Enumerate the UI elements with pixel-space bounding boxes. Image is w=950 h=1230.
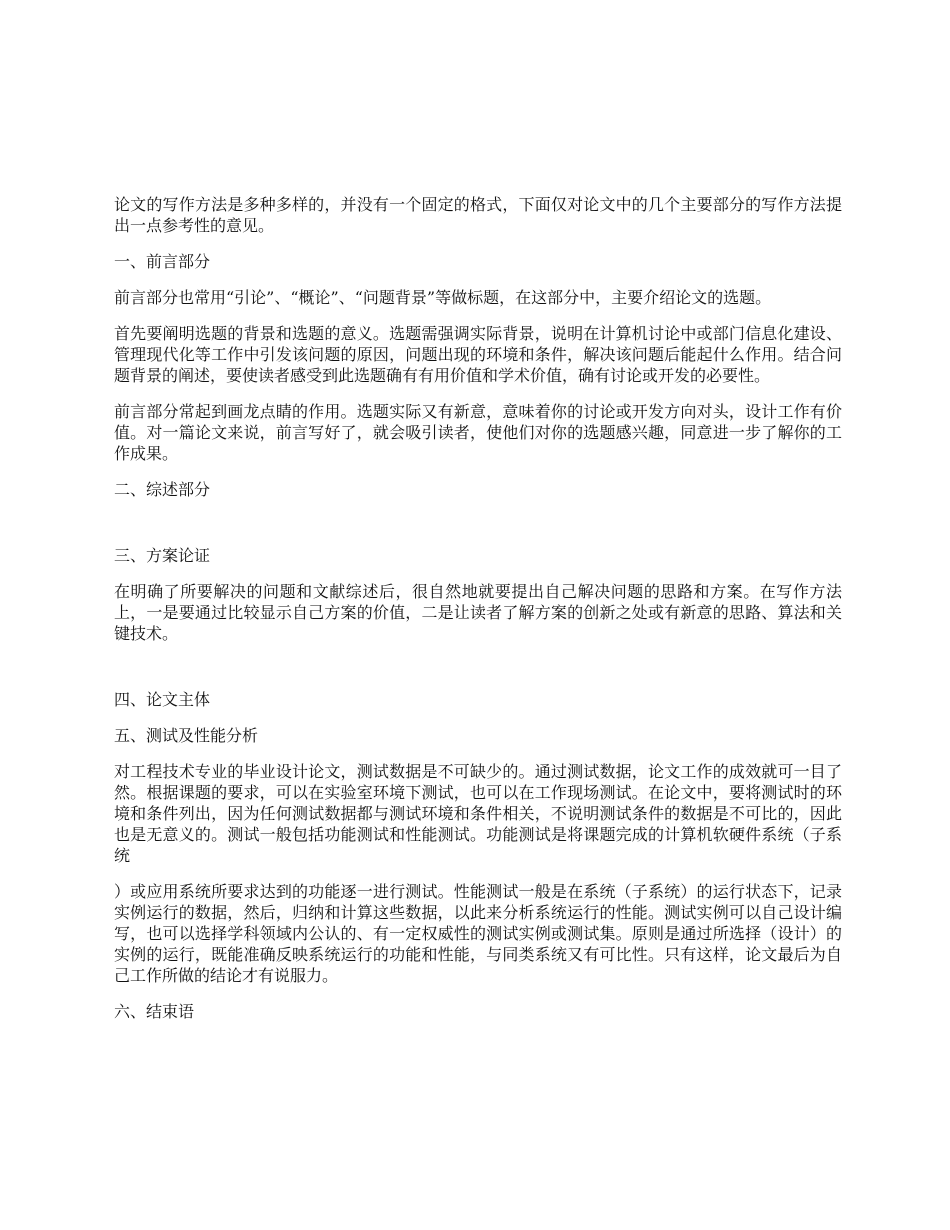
solution-paragraph: 在明确了所要解决的问题和文献综述后，很自然地就要提出自己解决问题的思路和方案。在写作方法上，一是要通过比较显示自己方案的价值，二是让读者了解方案的创新之处或有新意的思路、算法和关键技术。 [114,582,842,643]
document-page [114,194,842,1037]
preface-paragraph: 首先要阐明选题的背景和选题的意义。选题需强调实际背景，说明在计算机讨论中或部门信息化建设、管理现代化等工作中引发该问题的原因，问题出现的环境和条件，解决该问题后能起什么作用。结合问题背景的阐述，要使读者感受到此选题确有有用价值和学术价值，确有讨论或开发的必要性。 [114,324,842,385]
intro-paragraph: 论文的写作方法是多种多样的，并没有一个固定的格式，下面仅对论文中的几个主要部分的写作方法提出一点参考性的意见。 [114,195,842,235]
section-heading-solution: 三、方案论证 [114,546,211,565]
preface-paragraph: 前言部分也常用“引论”、“概论”、“问题背景”等做标题，在这部分中，主要介绍论文的选题。 [114,288,772,307]
section-heading-conclusion: 六、结束语 [114,1002,195,1021]
section-heading-main-body: 四、论文主体 [114,690,211,709]
testing-paragraph: ）或应用系统所要求达到的功能逐一进行测试。性能测试一般是在系统（子系统）的运行状态下，记录实例运行的数据，然后，归纳和计算这些数据，以此来分析系统运行的性能。测试实例可以自己设计编写，也可以选择学科领域内公认的、有一定权威性的测试实例或测试集。原则是通过所选择（设计）的实例的运行，既能准确反映系统运行的功能和性能，与同类系统又有可比性。只有这样，论文最后为自己工作所做的结论才有说服力。 [114,882,842,985]
blank-space [114,515,842,545]
preface-paragraph: 前言部分常起到画龙点睛的作用。选题实际又有新意，意味着你的讨论或开发方向对头，设计工作有价值。对一篇论文来说，前言写好了，就会吸引读者，使他们对你的选题感兴趣，同意进一步了解你的工作成果。 [114,402,842,463]
blank-space [114,659,842,689]
section-heading-review: 二、综述部分 [114,480,211,499]
section-heading-testing: 五、测试及性能分析 [114,726,259,745]
section-heading-preface: 一、前言部分 [114,252,211,271]
testing-paragraph: 对工程技术专业的毕业设计论文，测试数据是不可缺少的。通过测试数据，论文工作的成效就可一目了然。根据课题的要求，可以在实验室环境下测试，也可以在工作现场测试。在论文中，要将测试时的环境和条件列出，因为任何测试数据都与测试环境和条件相关，不说明测试条件的数据是不可比的，因此也是无意义的。测试一般包括功能测试和性能测试。功能测试是将课题完成的计算机软硬件系统（子系统 [114,762,842,865]
